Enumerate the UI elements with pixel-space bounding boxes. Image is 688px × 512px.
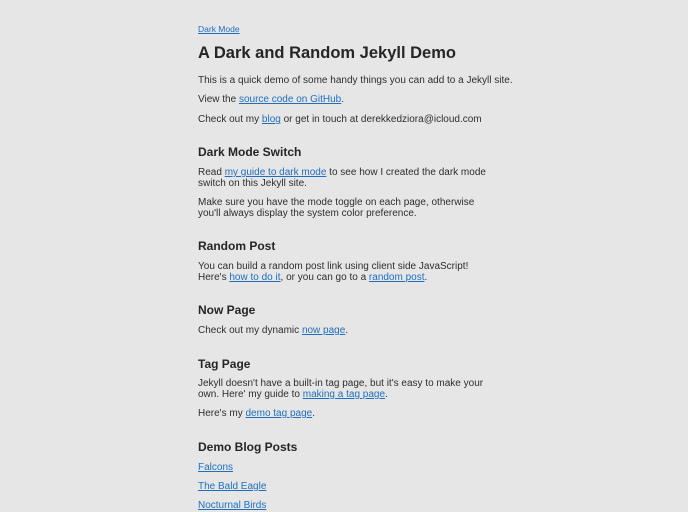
source-code-paragraph (198, 94, 488, 105)
random-post-paragraph (198, 261, 488, 283)
intro-text: This is a quick demo of some handy things you can add to a Jekyll site. (198, 75, 513, 86)
intro-paragraph (198, 75, 513, 86)
dark-mode-guide-link[interactable]: my guide to dark mode (224, 167, 327, 178)
static-text: , or you can go to a (280, 272, 369, 283)
blog-post-link-bald-eagle[interactable]: The Bald Eagle (198, 481, 267, 492)
blog-link[interactable]: blog (261, 114, 281, 125)
now-page-paragraph (198, 325, 488, 336)
static-text: to see how I created the dark mode switch on this Jekyll site. (198, 167, 486, 189)
random-post-heading: Random Post (198, 239, 276, 253)
mode-toggle-note: Make sure you have the mode toggle on each page, otherwise you'll always display the system color preference. (198, 197, 475, 219)
blog-post-item (198, 500, 488, 511)
static-text: . (385, 389, 388, 400)
static-text: . (341, 94, 345, 105)
now-page-link[interactable]: now page (301, 325, 346, 336)
blog-posts-heading: Demo Blog Posts (198, 440, 298, 454)
now-page-heading: Now Page (198, 303, 256, 317)
static-text: Check out my (198, 114, 262, 125)
demo-tag-page-link[interactable]: demo tag page (245, 408, 313, 419)
blog-post-item (198, 462, 488, 473)
dark-mode-guide-paragraph (198, 167, 488, 189)
static-text: Check out my dynamic (198, 325, 302, 336)
static-text: Here's my (198, 408, 246, 419)
random-post-link[interactable]: random post (368, 272, 425, 283)
static-text: You can build a random post link using client side JavaScript! Here's (198, 261, 469, 283)
source-code-link[interactable]: source code on GitHub (238, 94, 342, 105)
tag-page-heading: Tag Page (198, 357, 251, 371)
blog-post-link-nocturnal-birds[interactable]: Nocturnal Birds (198, 500, 267, 511)
dark-mode-heading: Dark Mode Switch (198, 145, 302, 159)
how-to-do-it-link[interactable]: how to do it (229, 272, 281, 283)
dark-mode-toggle-link[interactable]: Dark Mode (198, 24, 240, 34)
static-text: Read (198, 167, 225, 178)
demo-tag-paragraph (198, 408, 488, 419)
static-text: . (312, 408, 315, 419)
page-title: A Dark and Random Jekyll Demo (198, 44, 456, 62)
contact-paragraph (198, 114, 488, 125)
blog-post-item (198, 481, 488, 492)
static-text: Jekyll doesn't have a built-in tag page, but it's easy to make your own. Here' my guide to (198, 378, 484, 400)
blog-post-link-falcons[interactable]: Falcons (198, 462, 234, 473)
static-text: View the (198, 94, 239, 105)
static-text: . (424, 272, 428, 283)
static-text: . (345, 325, 349, 336)
contact-text: or get in touch at derekkedziora@icloud.com (280, 114, 482, 125)
making-tag-page-link[interactable]: making a tag page (302, 389, 386, 400)
tag-page-paragraph (198, 378, 488, 400)
